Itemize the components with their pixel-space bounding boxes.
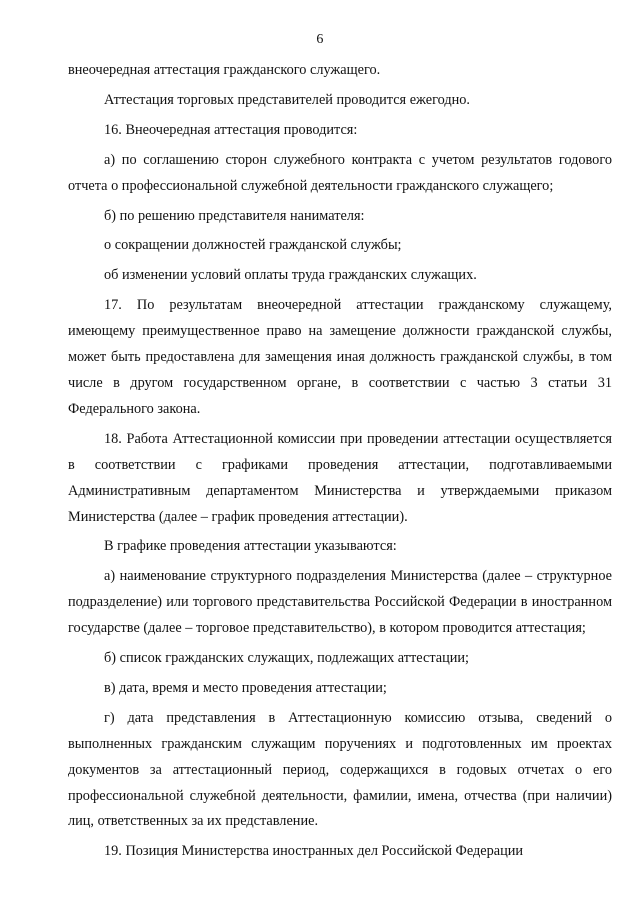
- paragraph-16-b-2: об изменении условий оплаты труда гражданских служащих.: [104, 267, 477, 284]
- paragraph-16-b-1: о сокращении должностей гражданской службы;: [104, 237, 402, 254]
- paragraph-16: 16. Внеочередная аттестация проводится:: [104, 121, 358, 138]
- paragraph-schedule-d: г) дата представления в Аттестационную комиссию отзыва, сведений о выполненных гражданским служащим поручениях и подготовленных им проектах документов за аттестационный период, содержащихся в годовых отчетах о его профессиональной служебной деятельности, фамилии, имена, отчества (при наличии) лиц, ответственных за их представление.: [68, 709, 612, 830]
- paragraph-trade-representatives: Аттестация торговых представителей проводится ежегодно.: [104, 91, 470, 108]
- paragraph-schedule-a: а) наименование структурного подразделения Министерства (далее – структурное подразделение) или торгового представительства Российской Федерации в иностранном государстве (далее – торговое представительство), в котором проводится аттестация;: [68, 568, 612, 637]
- paragraph-17: 17. По результатам внеочередной аттестации гражданскому служащему, имеющему преимущественное право на замещение должности гражданской службы, может быть предоставлена для замещения иная должность гражданской службы, в том числе в другом государственном органе, в соответствии с частью 3 статьи 31 Федерального закона.: [68, 297, 612, 417]
- paragraph-schedule-c: в) дата, время и место проведения аттестации;: [104, 679, 387, 696]
- document-body: [68, 58, 612, 865]
- page-number: 6: [316, 32, 324, 47]
- paragraph-schedule-intro: В графике проведения аттестации указываются:: [104, 538, 397, 555]
- paragraph-18: 18. Работа Аттестационной комиссии при проведении аттестации осуществляется в соответствии с графиками проведения аттестации, подготавливаемыми Административным департаментом Министерства и утверждаемыми приказом Министерства (далее – график проведения аттестации).: [68, 430, 612, 525]
- paragraph-16-b: б) по решению представителя нанимателя:: [104, 207, 365, 224]
- paragraph-16-a: а) по соглашению сторон служебного контракта с учетом результатов годового отчета о профессиональной служебной деятельности гражданского служащего;: [68, 151, 612, 194]
- paragraph-continuation: внеочередная аттестация гражданского служащего.: [68, 62, 381, 78]
- paragraph-19: 19. Позиция Министерства иностранных дел Российской Федерации: [104, 843, 524, 860]
- paragraph-schedule-b: б) список гражданских служащих, подлежащих аттестации;: [104, 650, 470, 667]
